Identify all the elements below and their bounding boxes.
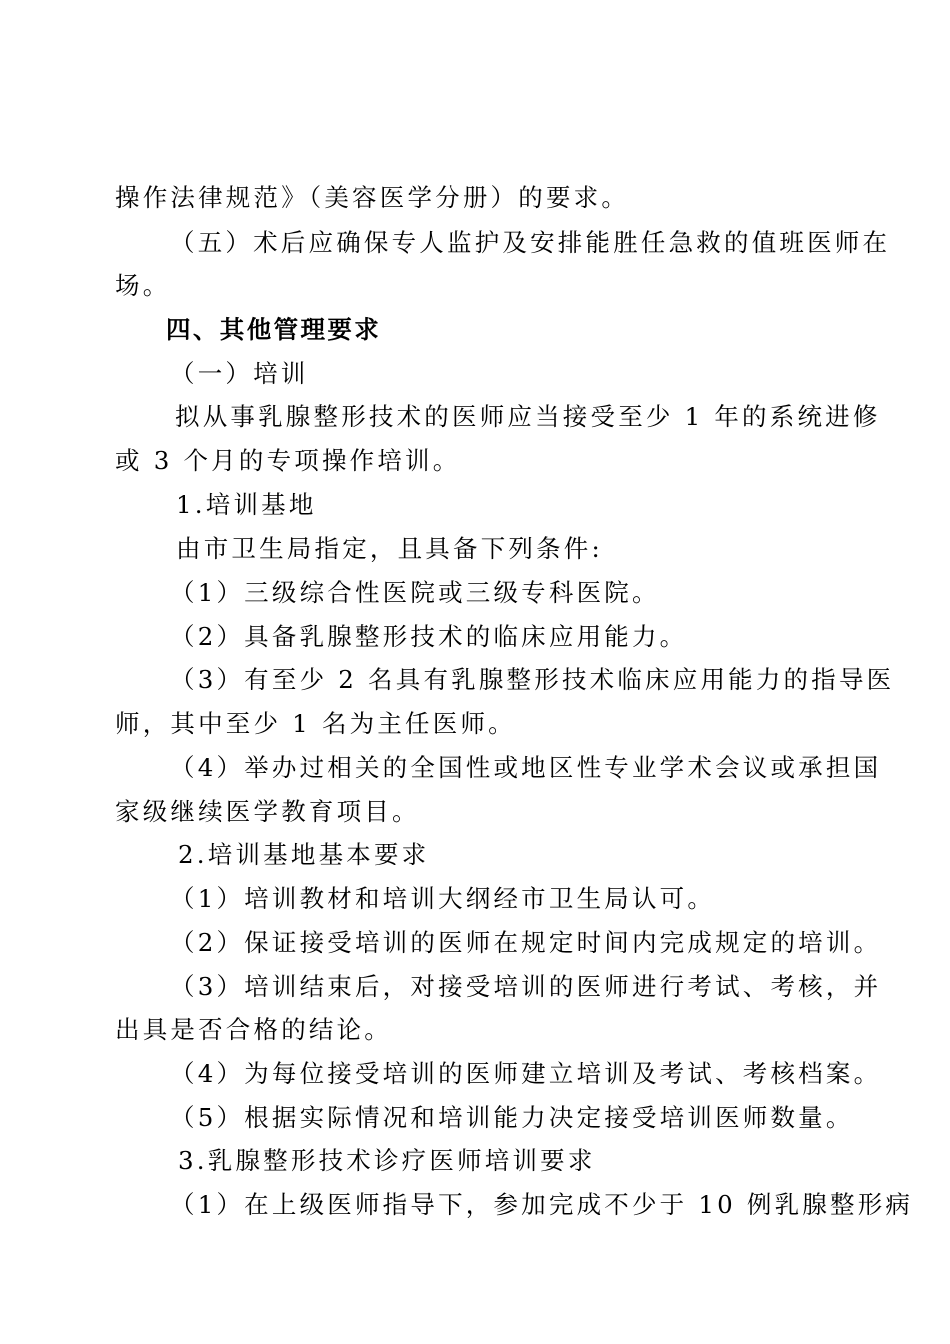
item-heading-3: 3.乳腺整形技术诊疗医师培训要求	[178, 1146, 596, 1175]
item-heading-2: 2.培训基地基本要求	[178, 840, 430, 869]
text-line-21: （4）为每位接受培训的医师建立培训及考试、考核档案。	[170, 1059, 882, 1088]
subsection-heading-training: （一）培训	[170, 359, 309, 388]
text-line-11: （2）具备乳腺整形技术的临床应用能力。	[170, 622, 688, 651]
text-line-1: 操作法律规范》（美容医学分册）的要求。	[115, 183, 630, 212]
item-heading-1: 1.培训基地	[176, 490, 317, 519]
text-line-2: （五）术后应确保专人监护及安排能胜任急救的值班医师在	[170, 228, 891, 257]
text-line-13: 师，其中至少 1 名为主任医师。	[115, 709, 516, 738]
text-line-14: （4）举办过相关的全国性或地区性专业学术会议或承担国	[170, 753, 882, 782]
text-line-12: （3）有至少 2 名具有乳腺整形技术临床应用能力的指导医	[170, 665, 895, 694]
text-line-20: 出具是否合格的结论。	[115, 1015, 392, 1044]
text-line-24: （1）在上级医师指导下，参加完成不少于 10 例乳腺整形病	[170, 1190, 914, 1219]
text-line-22: （5）根据实际情况和培训能力决定接受培训医师数量。	[170, 1103, 854, 1132]
text-line-10: （1）三级综合性医院或三级专科医院。	[170, 578, 660, 607]
text-line-9: 由市卫生局指定，且具备下列条件:	[176, 534, 603, 563]
text-line-18: （2）保证接受培训的医师在规定时间内完成规定的培训。	[170, 928, 882, 957]
section-heading: 四、其他管理要求	[166, 315, 382, 344]
text-line-19: （3）培训结束后，对接受培训的医师进行考试、考核，并	[170, 972, 882, 1001]
text-line-7: 或 3 个月的专项操作培训。	[115, 446, 461, 475]
text-line-3: 场。	[115, 271, 171, 300]
text-line-17: （1）培训教材和培训大纲经市卫生局认可。	[170, 884, 716, 913]
text-line-6: 拟从事乳腺整形技术的医师应当接受至少 1 年的系统进修	[175, 402, 881, 431]
text-line-15: 家级继续医学教育项目。	[115, 797, 420, 826]
